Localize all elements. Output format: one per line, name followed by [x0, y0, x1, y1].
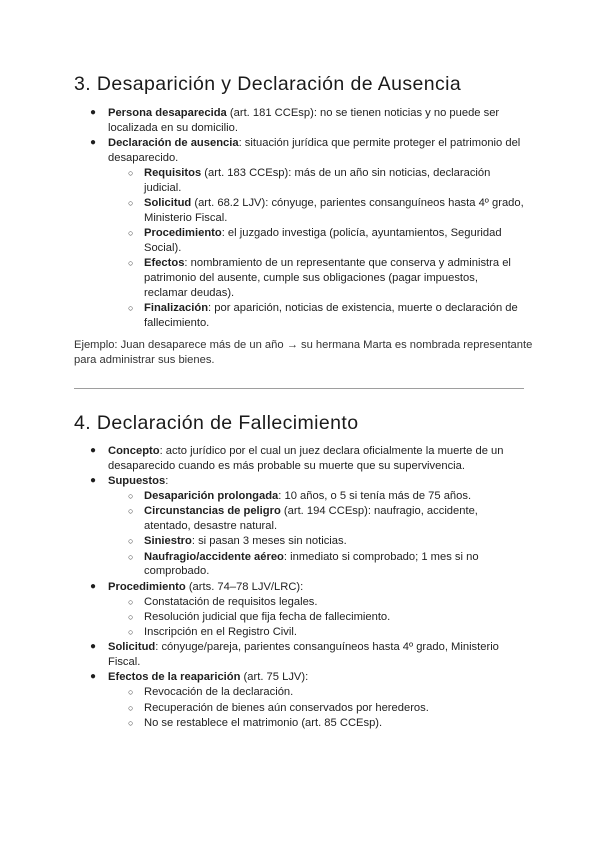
bullet-icon: ● — [90, 445, 97, 456]
section-3-heading: 3. Desaparición y Declaración de Ausencia — [74, 73, 462, 95]
list-item — [90, 444, 526, 474]
sub-list-item — [128, 595, 524, 610]
hollow-bullet-icon: ○ — [128, 491, 134, 502]
section-4-list — [0, 444, 600, 731]
hollow-bullet-icon: ○ — [128, 702, 134, 713]
item-term: Requisitos — [144, 166, 202, 179]
example-paragraph: Ejemplo: Juan desaparece más de un año → su hermana Marta es nombrada representante para administrar sus bienes. — [74, 339, 533, 366]
item-text: No se restablece el matrimonio (art. 85 CCEsp). — [144, 716, 383, 729]
item-text: (art. 68.2 LJV): cónyuge, parientes consanguíneos hasta 4º grado, Ministerio Fiscal. — [144, 196, 524, 224]
bullet-icon: ● — [90, 641, 97, 653]
sub-list-item — [128, 716, 524, 731]
hollow-bullet-icon: ○ — [128, 257, 134, 268]
item-text: (art. 75 LJV): — [240, 671, 309, 684]
bullet-icon: ● — [90, 580, 97, 592]
hollow-bullet-icon: ○ — [128, 302, 134, 313]
item-text: : nombramiento de un representante que conserva y administra el patrimonio del ausente, cumple sus obligaciones (pagar impuestos, reclamar deudas). — [144, 256, 511, 299]
bullet-icon: ● — [90, 474, 97, 486]
item-term: Naufragio/accidente aéreo — [144, 550, 284, 563]
item-term: Persona desaparecida — [108, 107, 227, 119]
item-term: Supuestos — [108, 474, 166, 487]
item-term: Procedimiento — [108, 580, 186, 593]
bullet-icon: ● — [90, 671, 97, 683]
item-text: (arts. 74–78 LJV/LRC): — [185, 580, 304, 593]
hollow-bullet-icon: ○ — [128, 227, 134, 238]
item-text: Revocación de la declaración. — [144, 686, 294, 699]
item-text: Recuperación de bienes aún conservados por herederos. — [144, 701, 429, 714]
hollow-bullet-icon: ○ — [128, 627, 134, 638]
hollow-bullet-icon: ○ — [128, 536, 134, 547]
bullet-icon: ● — [90, 107, 97, 118]
item-term: Desaparición prolongada — [144, 490, 279, 503]
sub-list-item — [128, 256, 524, 300]
item-term: Efectos — [144, 256, 185, 269]
item-text: : el juzgado investiga (policía, ayuntamientos, Seguridad Social). — [144, 226, 502, 254]
list-item — [90, 136, 526, 166]
sub-list-item — [128, 226, 524, 256]
hollow-bullet-icon: ○ — [128, 717, 134, 728]
sub-list-item — [128, 301, 524, 331]
sub-list-item — [128, 534, 524, 549]
sub-list-item — [128, 685, 524, 700]
sub-list-item — [128, 166, 524, 196]
item-text: : inmediato si comprobado; 1 mes si no comprobado. — [144, 550, 479, 578]
sub-list-item — [128, 625, 524, 640]
item-text: (art. 183 CCEsp): más de un año sin noticias, declaración judicial. — [144, 166, 491, 194]
item-term: Circunstancias de peligro — [144, 505, 281, 518]
section-4-heading: 4. Declaración de Fallecimiento — [74, 412, 359, 434]
item-text: : si pasan 3 meses sin noticias. — [191, 535, 347, 548]
item-text: : acto jurídico por el cual un juez declara oficialmente la muerte de un desaparecido cuando es más probable su muerte que su supervivencia. — [108, 445, 504, 472]
horizontal-divider — [74, 388, 524, 389]
item-text: Resolución judicial que fija fecha de fallecimiento. — [144, 610, 391, 623]
list-item — [90, 474, 526, 489]
sub-list-item — [128, 489, 524, 504]
item-text: (art. 181 CCEsp): no se tienen noticias y no puede ser localizada en su domicilio. — [108, 107, 500, 134]
hollow-bullet-icon: ○ — [128, 197, 134, 208]
item-term: Finalización — [144, 301, 209, 314]
item-term: Siniestro — [144, 535, 192, 548]
hollow-bullet-icon: ○ — [128, 596, 134, 607]
sub-list-item — [128, 610, 524, 625]
item-text: : cónyuge/pareja, parientes consanguíneos hasta 4º grado, Ministerio Fiscal. — [108, 641, 499, 669]
list-item — [90, 670, 526, 685]
item-text: Inscripción en el Registro Civil. — [144, 626, 297, 639]
hollow-bullet-icon: ○ — [128, 506, 134, 517]
item-text: : 10 años, o 5 si tenía más de 75 años. — [278, 490, 472, 503]
hollow-bullet-icon: ○ — [128, 687, 134, 698]
hollow-bullet-icon: ○ — [128, 611, 134, 622]
hollow-bullet-icon: ○ — [128, 167, 134, 178]
item-term: Concepto — [108, 445, 160, 457]
sub-list-item — [128, 701, 524, 716]
item-text: (art. 194 CCEsp): naufragio, accidente, atentado, desastre natural. — [144, 505, 478, 533]
item-term: Procedimiento — [144, 226, 222, 239]
list-item — [90, 106, 526, 136]
item-text: : — [165, 474, 169, 487]
sub-list-item — [128, 196, 524, 226]
item-term: Solicitud — [144, 196, 192, 209]
sub-list-item — [128, 550, 524, 580]
item-text: : por aparición, noticias de existencia, muerte o declaración de fallecimiento. — [144, 301, 518, 329]
list-item — [90, 640, 526, 670]
hollow-bullet-icon: ○ — [128, 551, 134, 562]
item-term: Solicitud — [108, 641, 156, 654]
section-3-list — [0, 106, 600, 330]
item-text: : situación jurídica que permite proteger el patrimonio del desaparecido. — [108, 136, 521, 164]
sub-list-item — [128, 504, 524, 534]
item-term: Efectos de la reaparición — [108, 671, 241, 684]
item-term: Declaración de ausencia — [108, 136, 239, 149]
list-item — [90, 580, 526, 595]
item-text: Constatación de requisitos legales. — [144, 595, 318, 608]
bullet-icon: ● — [90, 136, 97, 148]
